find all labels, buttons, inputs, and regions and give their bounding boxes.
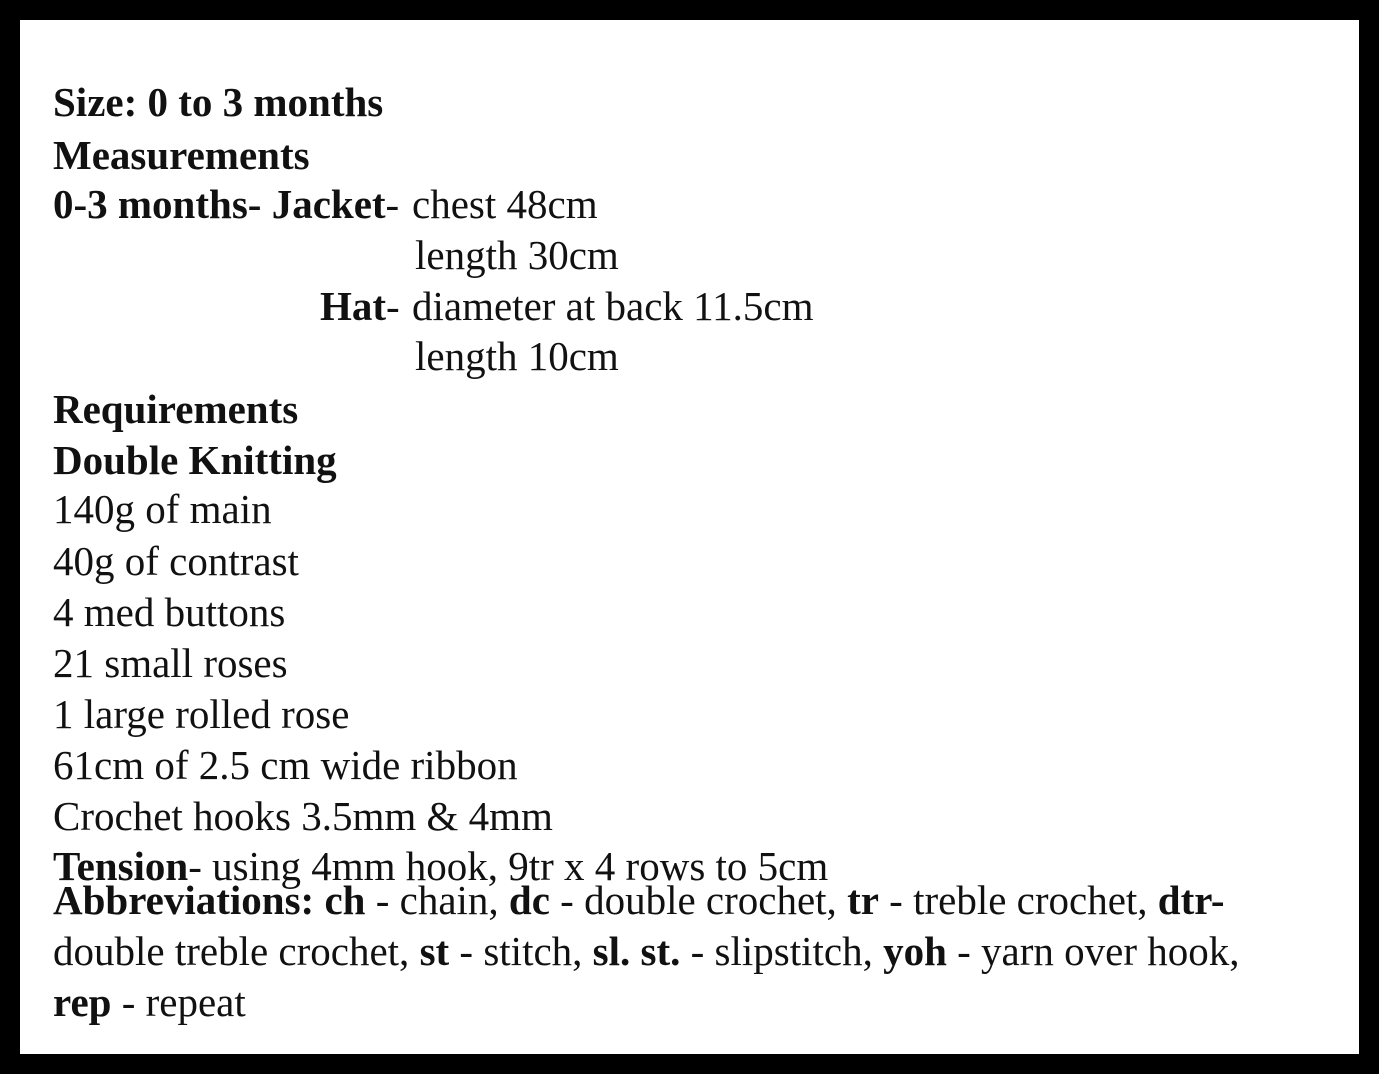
requirements-heading: Requirements <box>53 386 299 432</box>
hat-diameter: diameter at back 11.5cm <box>412 283 814 329</box>
jacket-dash: - <box>385 181 400 227</box>
abbreviation-meaning: - repeat <box>111 979 246 1025</box>
measurements-heading: Measurements <box>53 132 310 178</box>
abbreviation-term: rep <box>53 979 112 1025</box>
abbreviation-meaning: - treble crochet, <box>878 877 1158 923</box>
hat-length: length 10cm <box>415 333 619 379</box>
requirement-item: 40g of contrast <box>53 538 299 584</box>
abbreviation-term: tr <box>847 877 879 923</box>
abbreviation-meaning: - stitch, <box>449 928 593 974</box>
abbreviation-term: dtr- <box>1157 877 1225 923</box>
jacket-age-label: 0-3 months- <box>53 181 262 227</box>
abbreviation-term: ch <box>324 877 366 923</box>
jacket-label: Jacket <box>271 181 386 227</box>
jacket-length: length 30cm <box>415 232 619 278</box>
hat-label-group <box>320 281 400 331</box>
yarn-heading: Double Knitting <box>53 437 337 483</box>
abbreviation-meaning: - yarn over hook, <box>946 928 1240 974</box>
tension-text: - using 4mm hook, 9tr x 4 rows to 5cm <box>188 843 829 889</box>
requirement-item: Crochet hooks 3.5mm & 4mm <box>53 793 553 839</box>
abbreviation-term: st <box>419 928 450 974</box>
requirement-item: 21 small roses <box>53 640 288 686</box>
jacket-chest: chest 48cm <box>412 181 598 227</box>
requirement-item: 4 med buttons <box>53 589 286 635</box>
jacket-chest-row <box>53 179 598 229</box>
abbreviation-term: dc <box>508 877 550 923</box>
requirement-item: 140g of main <box>53 486 272 532</box>
abbreviation-meaning: - slipstitch, <box>680 928 884 974</box>
abbreviation-meaning: - double crochet, <box>549 877 848 923</box>
size-line: Size: 0 to 3 months <box>53 79 384 125</box>
abbreviation-term: sl. st. <box>592 928 681 974</box>
hat-dash: - <box>386 283 400 329</box>
abbreviation-meaning: - chain, <box>365 877 509 923</box>
requirement-item: 1 large rolled rose <box>53 691 350 737</box>
tension-label: Tension <box>53 843 189 889</box>
hat-label: Hat <box>320 283 387 329</box>
abbreviation-term: yoh <box>883 928 947 974</box>
abbreviations-paragraph <box>53 875 1293 1028</box>
requirement-item: 61cm of 2.5 cm wide ribbon <box>53 742 518 788</box>
abbreviation-meaning: double treble crochet, <box>53 928 420 974</box>
abbreviations-label: Abbreviations: <box>53 877 315 923</box>
document-page <box>20 20 1359 1054</box>
